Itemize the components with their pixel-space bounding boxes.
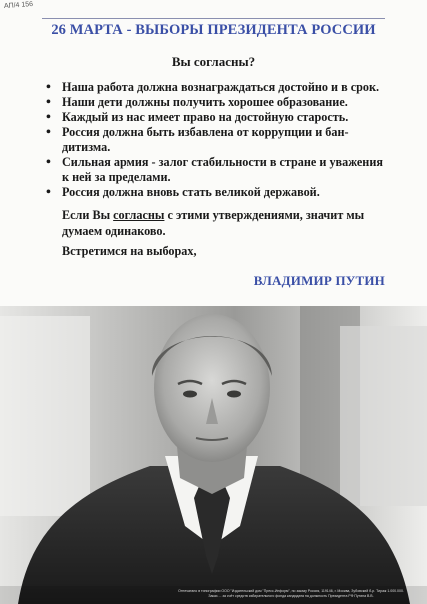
archive-handwritten-mark: АП/4 156 xyxy=(3,0,34,11)
agreement-paragraph xyxy=(62,208,392,239)
list-item: • Наши дети должны получить хорошее образование. xyxy=(46,95,392,110)
headline: 26 МАРТА - ВЫБОРЫ ПРЕЗИДЕНТА РОССИИ xyxy=(51,22,376,38)
top-rule xyxy=(42,18,385,19)
print-imprint: Отпечатано в типографии ООО "Издательский дом "Пресс-Информ", по заказу Россия, 119146, г. Москва, Зубовский б-р. Тираж 1.000.000. Заказ ... за счёт средств избирательного фонда кандидата на должность Президента РФ Путина В.В. xyxy=(178,589,404,598)
list-item: • Россия должна быть избавлена от коррупции и бан-дитизма. xyxy=(46,125,392,155)
paragraph-end: с этими утверждениями, значит мы думаем одинаково. xyxy=(62,208,365,238)
list-item: • Каждый из нас имеет право на достойную старость. xyxy=(46,110,392,125)
list-item: • Сильная армия - залог стабильности в стране и уважения к ней за пределами. xyxy=(46,155,392,185)
portrait-illustration xyxy=(0,306,427,604)
question-heading: Вы согласны? xyxy=(171,54,256,69)
closing-line: Встретимся на выборах, xyxy=(62,244,197,258)
statements-list xyxy=(46,80,392,200)
signature-name: ВЛАДИМИР ПУТИН xyxy=(253,273,385,288)
list-item: • Наша работа должна вознаграждаться достойно и в срок. xyxy=(46,80,392,95)
list-item: • Россия должна вновь стать великой державой. xyxy=(46,185,392,200)
paragraph-start: Если Вы xyxy=(62,208,114,222)
paragraph-underlined: согласны xyxy=(113,208,165,222)
candidate-portrait-photo xyxy=(0,306,427,604)
